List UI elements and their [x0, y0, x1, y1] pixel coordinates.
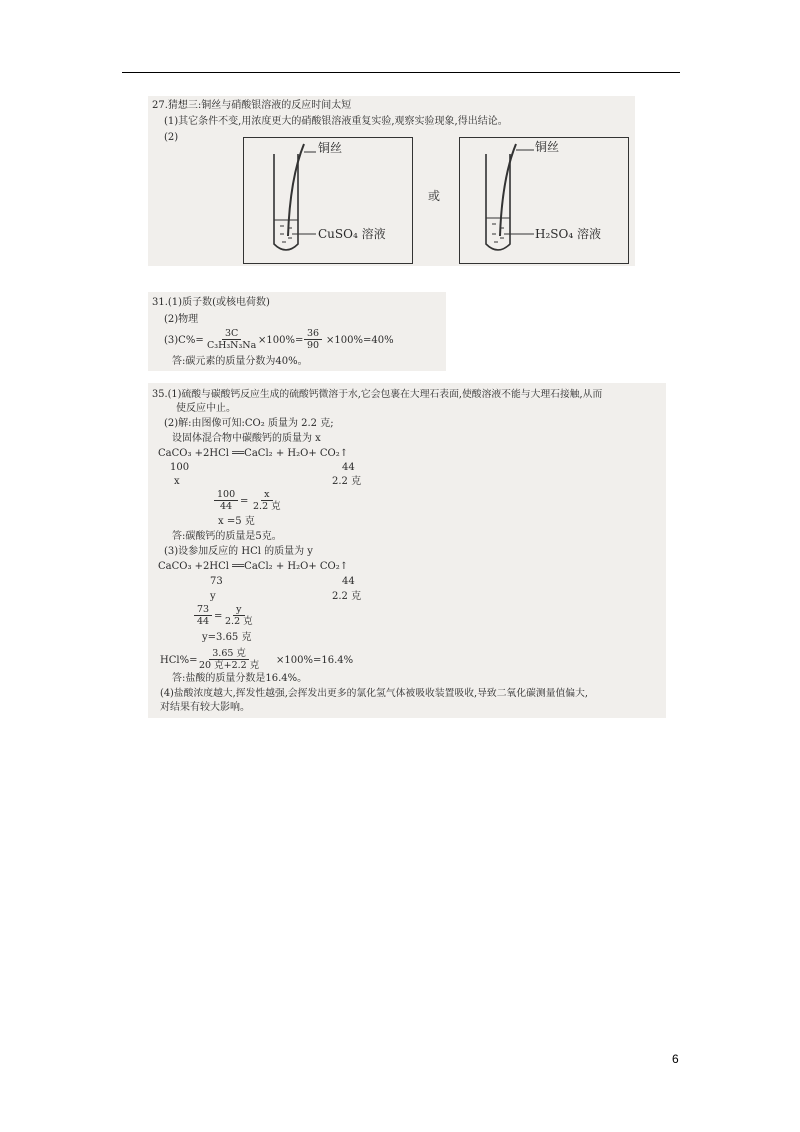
q35-p3-hcl-fraction: [196, 648, 262, 671]
test-tube-diagram-right: [459, 137, 629, 264]
q35-p2-line2: 设固体混合物中碳酸钙的质量为 x: [172, 433, 321, 444]
q35-p2-fraction-equals: =: [240, 496, 249, 507]
q27-title: 27.猜想三:铜丝与硝酸银溶液的反应时间太短: [152, 100, 352, 111]
q35-p2-var1: x: [174, 476, 180, 487]
q31-fraction-1: [204, 328, 259, 351]
q31-answer: 答:碳元素的质量分数为40%。: [172, 356, 308, 367]
q35-p3-fraction-right: [222, 604, 256, 627]
q35-p2-var2: 2.2 克: [332, 476, 362, 487]
q35-p1-line2: 使反应中止。: [176, 403, 236, 414]
left-solution-label: CuSO₄ 溶液: [318, 227, 386, 241]
q35-p3-fraction-left: [194, 604, 212, 627]
q27-line2: (2): [164, 132, 179, 143]
q31-mult2: ×100%=40%: [326, 335, 394, 346]
fraction-numerator: 3.65 克: [209, 648, 249, 660]
q35-p3-line1: (3)设参加反应的 HCl 的质量为 y: [164, 546, 313, 557]
q31-fraction-2: [304, 328, 322, 351]
q35-p3-result: y=3.65 克: [202, 632, 252, 643]
fraction-denominator: 44: [220, 501, 233, 512]
q35-p2-mass2: 44: [342, 462, 355, 473]
q35-p3-hcl-prefix: HCl%=: [160, 655, 198, 666]
q35-p3-mass1: 73: [210, 576, 223, 587]
q35-p3-equation: CaCO₃ +2HCl ══CaCl₂ + H₂O+ CO₂↑: [158, 561, 349, 572]
fraction-denominator: 20 克+2.2 克: [199, 660, 260, 671]
left-wire-label: 铜丝: [318, 141, 343, 155]
q35-p2-equation: CaCO₃ +2HCl ══CaCl₂ + H₂O+ CO₂↑: [158, 448, 349, 459]
q31-line1: 31.(1)质子数(或核电荷数): [152, 297, 270, 308]
q35-p1-line1: 35.(1)硫酸与碳酸钙反应生成的硫酸钙微溶于水,它会包裹在大理石表面,使酸溶液不能与大理石接触,从而: [152, 389, 603, 400]
fraction-numerator: 3C: [222, 328, 241, 340]
q35-p3-fraction-equals: =: [214, 611, 223, 622]
q35-p3-hcl-suffix: ×100%=16.4%: [276, 655, 354, 666]
q35-p2-answer: 答:碳酸钙的质量是5克。: [172, 531, 282, 542]
page-number: 6: [672, 1052, 679, 1066]
q35-p4-line1: (4)盐酸浓度越大,挥发性越强,会挥发出更多的氯化氢气体被吸收装置吸收,导致二氧化碳测量值偏大,: [160, 688, 589, 699]
q35-p2-fraction-right: [250, 489, 284, 512]
q35-p3-var2: 2.2 克: [332, 591, 362, 602]
right-wire-label: 铜丝: [535, 140, 560, 154]
fraction-denominator: 2.2 克: [253, 501, 281, 512]
fraction-denominator: C₃H₃N₃Na: [207, 340, 257, 351]
test-tube-diagram-left: [243, 137, 413, 264]
fraction-numerator: 36: [304, 328, 322, 340]
fraction-numerator: y: [233, 604, 244, 616]
test-tube-icon: [244, 138, 412, 263]
q35-p3-var1: y: [210, 591, 216, 602]
fraction-numerator: 73: [194, 604, 212, 616]
fraction-denominator: 90: [307, 340, 320, 351]
or-label: 或: [428, 189, 441, 203]
q35-p2-fraction-left: [214, 489, 238, 512]
fraction-denominator: 2.2 克: [225, 616, 253, 627]
q35-p2-result: x =5 克: [218, 516, 255, 527]
q35-p2-mass1: 100: [170, 462, 190, 473]
fraction-denominator: 44: [197, 616, 210, 627]
q35-p4-line2: 对结果有较大影响。: [160, 702, 250, 713]
q31-line2: (2)物理: [164, 314, 199, 325]
q31-eq-prefix: (3)C%=: [164, 335, 204, 346]
fraction-numerator: x: [261, 489, 272, 501]
right-solution-label: H₂SO₄ 溶液: [535, 227, 601, 241]
q27-line1: (1)其它条件不变,用浓度更大的硝酸银溶液重复实验,观察实验现象,得出结论。: [164, 116, 508, 127]
fraction-numerator: 100: [214, 489, 238, 501]
q35-p3-mass2: 44: [342, 576, 355, 587]
header-rule: [122, 72, 680, 73]
q35-p3-answer: 答:盐酸的质量分数是16.4%。: [172, 673, 308, 684]
q35-p2-line1: (2)解:由图像可知:CO₂ 质量为 2.2 克;: [164, 418, 334, 429]
q31-mult1: ×100%=: [258, 335, 304, 346]
test-tube-icon: [460, 138, 628, 263]
